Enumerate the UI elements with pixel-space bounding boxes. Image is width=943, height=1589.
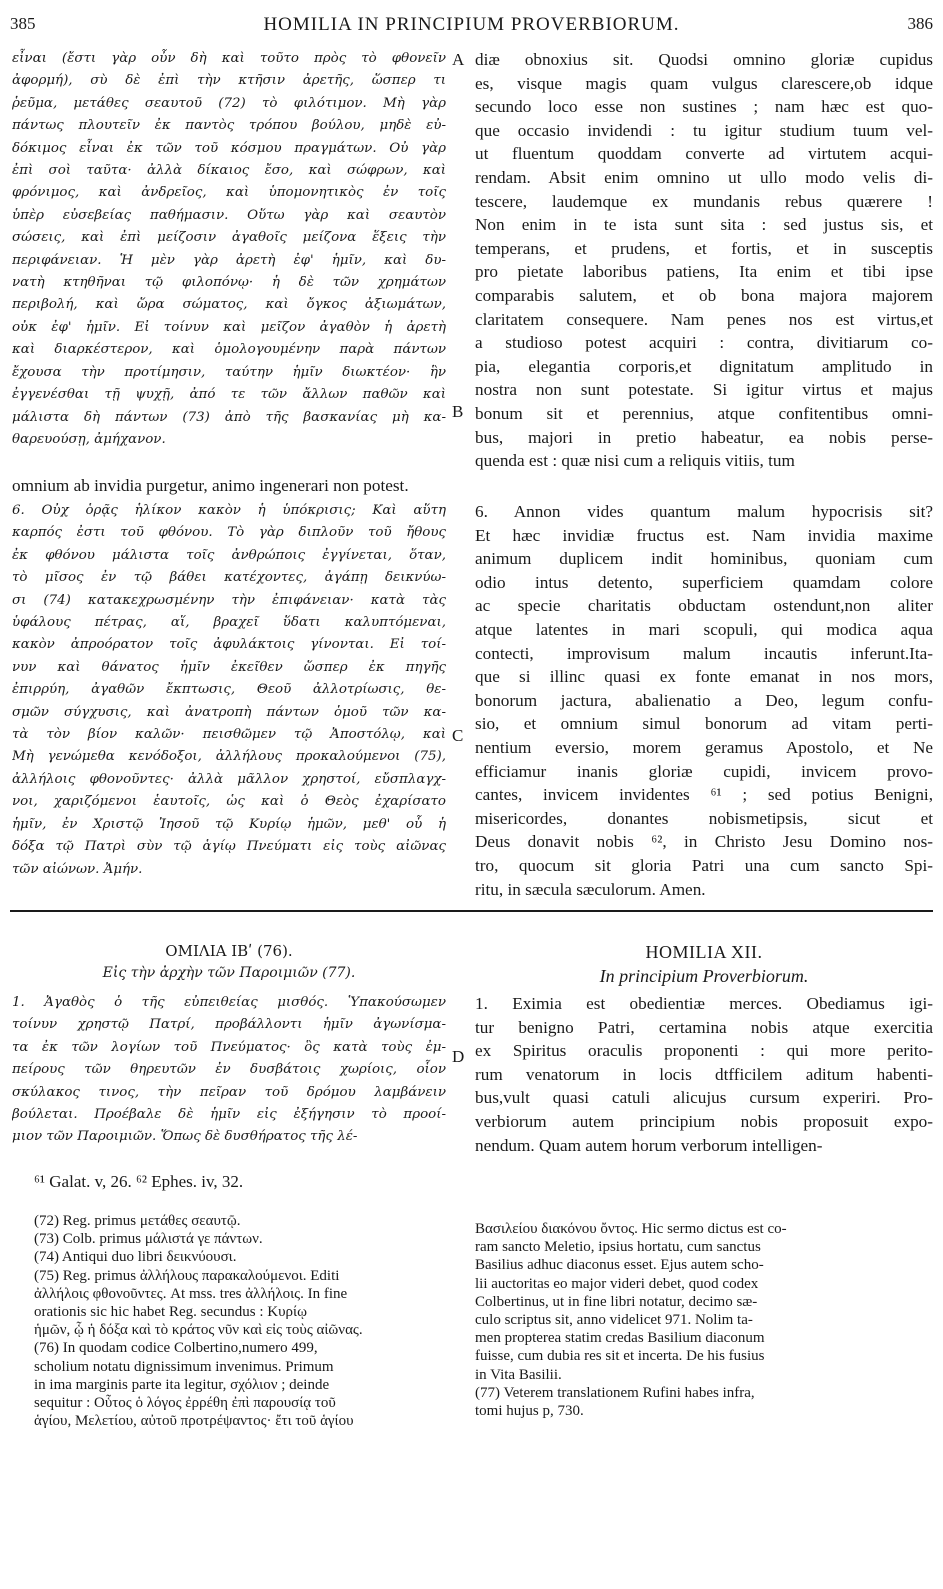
margin-letter-a: A bbox=[452, 50, 465, 69]
text-line: efficiamur inanis gloriæ cupidi, invicem provo- bbox=[475, 761, 933, 781]
text-line: tro, quocum sit gloria Patri una cum sancto Spi- bbox=[475, 855, 933, 875]
text-line: τὸ μῖσος ἐν τῷ βάθει κατέχοντες, ἀγάπῃ δεικνύω- bbox=[12, 570, 446, 586]
text-line: lii auctoritas eo major videri debet, quod codex bbox=[475, 1275, 759, 1292]
running-title: HOMILIA IN PRINCIPIUM PROVERBIORUM. bbox=[263, 14, 680, 35]
margin-letter-d: D bbox=[452, 1047, 465, 1066]
page-number-right: 386 bbox=[907, 14, 933, 33]
text-line: ἐπὶ σοὶ ταῦτα· ἀλλὰ δίκαιος ἔσο, καὶ σώφρων, καὶ bbox=[12, 163, 446, 179]
text-line: σμῶν σύγχυσις, καὶ ἀνατροπὴ πάντων ὁμοῦ τῶν κα- bbox=[12, 704, 446, 720]
text-line: νυν καὶ θάνατος ἡμῖν ἐκεῖθεν ὥσπερ ἐκ πηγῆς bbox=[12, 659, 446, 675]
text-line: βούλεται. Προέβαλε δὲ ἡμῖν εἰς ἐξήγησιν τὸ προοί- bbox=[12, 1107, 446, 1123]
text-line: verbiorum autem principium nobis proposuit expo- bbox=[475, 1111, 933, 1131]
text-line: 1. Eximia est obedientiæ merces. Obediamus igi- bbox=[475, 994, 933, 1013]
text-line: que si illinc quasi ex fonte emanat in nos mors, bbox=[475, 667, 933, 687]
text-line: ἀλλήλοις φθονοῦντες· ἀλλὰ μᾶλλον χρηστοί, εὔσπλαγχ- bbox=[12, 771, 446, 787]
latin-column-homily bbox=[475, 992, 933, 1157]
margin-letter-b: B bbox=[452, 402, 464, 421]
text-line: ἔχουσα τὴν προτίμησιν, ταύτην ἡμῖν διωκτέον· ἣν bbox=[12, 364, 446, 380]
greek-homily-title: ΟΜΙΛΙΑ ΙΒʹ (76). bbox=[165, 942, 293, 960]
text-line: quenda est : quæ nisi cum a reliquis vitiis, tum bbox=[475, 451, 795, 471]
text-line: πείρους τῶν θηρευτῶν ἐν δυσβάτοις χωρίοις, οἷον bbox=[12, 1062, 446, 1078]
text-line: atque latentes in mari scopuli, qui modica aqua bbox=[475, 619, 933, 639]
text-line: sio, et omnium simul bonorum ad vitam perti- bbox=[475, 714, 933, 734]
text-line: nendum. Quam autem horum verborum intelligen- bbox=[475, 1135, 823, 1155]
text-line: Non enim in te ista sunt sita : sed justus sis, et bbox=[475, 215, 933, 235]
text-line: 6. Οὐχ ὁρᾷς ἡλίκον κακὸν ἡ ὑπόκρισις; Καὶ αὕτη bbox=[12, 503, 446, 518]
text-line: fuisse, cum dubia res sit et incerta. De his fusius bbox=[475, 1348, 765, 1365]
text-line: misericordes, donantes nobismetipsis, sicut et bbox=[475, 808, 933, 828]
text-line: καὶ διαρκέστερον, καὶ ὁμολογουμένην παρὰ πάντων bbox=[12, 342, 446, 358]
text-line: nostra non sunt potestate. Si igitur virtus et majus bbox=[475, 380, 933, 400]
greek-column-top bbox=[12, 48, 446, 451]
text-line: in ima marginis parte ita legitur, σχόλιον ; deinde bbox=[34, 1376, 330, 1393]
margin-letter-c: C bbox=[452, 726, 464, 745]
text-line: in Vita Basilii. bbox=[475, 1366, 562, 1383]
text-line: scholium notatu dignissimum invenimus. Primum bbox=[34, 1358, 334, 1375]
text-line: tur benigno Patri, certamina nobis atque exercitia bbox=[475, 1017, 933, 1037]
text-line: contecti, improvisum malum incautis inferunt.Ita- bbox=[475, 643, 933, 663]
text-line: men propterea statim credas Basilium diaconum bbox=[475, 1330, 765, 1347]
text-line: tomi hujus p, 730. bbox=[475, 1403, 584, 1420]
text-line: σκύλακος τινος, τὴν πεῖραν τοῦ δρόμου λαμβάνειν bbox=[12, 1084, 446, 1100]
text-line: temperans, et prudens, et fortis, et in susceptis bbox=[475, 238, 933, 258]
text-line: (74) Antiqui duo libri δεικνύουσι. bbox=[34, 1249, 237, 1266]
latin-column-top bbox=[475, 48, 933, 473]
text-line: δόκιμος εἶναι ἐκ τῶν τοῦ κόσμου πραγμάτων. Οὐ γὰρ bbox=[12, 140, 446, 156]
text-line: Βασιλείου διακόνου ὄντος. Hic sermo dictus est co- bbox=[475, 1221, 787, 1237]
text-line: τα ἐκ τῶν λογίων τοῦ Πνεύματος· ὃς κατὰ τοὺς ἐμ- bbox=[12, 1039, 446, 1055]
text-line: ritu, in sæcula sæculorum. Amen. bbox=[475, 879, 706, 899]
text-line: culo scriptus sit, anno videlicet 971. Nolim ta- bbox=[475, 1312, 753, 1329]
text-line: comparabis salutem, et ob bona majora majorem bbox=[475, 285, 933, 305]
text-line: ἀλλήλοις φθονοῦντες. At mss. tres ἀλλήλοις. In fine bbox=[34, 1285, 348, 1302]
text-line: ὑφάλους πέτρας, αἵ, βραχεῖ ὕδατι καλυπτόμεναι, bbox=[12, 615, 446, 631]
text-line: ὑπὲρ εὐσεβείας παθήμασιν. Οὕτω γὰρ καὶ σεαυτὸν bbox=[12, 207, 446, 223]
text-line: orationis sic hic habet Reg. secundus : Κυρίῳ bbox=[34, 1304, 307, 1321]
running-header bbox=[10, 14, 933, 40]
text-line: ἐγγενέσθαι τῇ ψυχῇ, ἀπό τε τῶν ἄλλων παθῶν καὶ bbox=[12, 387, 446, 403]
latin-homily-subtitle: In principium Proverbiorum. bbox=[599, 966, 809, 986]
text-line: 6. Annon vides quantum malum hypocrisis sit? bbox=[475, 502, 933, 521]
greek-homily-subtitle: Εἰς τὴν ἀρχὴν τῶν Παροιμιῶν (77). bbox=[102, 965, 356, 981]
text-line: μιον τῶν Παροιμιῶν. Ὅπως δὲ δυσθήρατος τῆς λέ- bbox=[12, 1129, 358, 1145]
text-line: Basilius adhuc diaconus esset. Ejus autem scho- bbox=[475, 1257, 764, 1274]
text-line: τῶν αἰώνων. Ἀμήν. bbox=[12, 861, 143, 877]
text-line: ἐπιρρύη, ἀγαθῶν ἔκπτωσις, Θεοῦ ἀλλοτρίωσις, θε- bbox=[12, 682, 446, 698]
text-line: Et hæc invidiæ fructus est. Nam invidia maxime bbox=[475, 525, 933, 545]
latin-column-section-6 bbox=[475, 500, 933, 901]
text-line: κακὸν ἀπροόρατον τοῖς ἀφυλάκτοις γίνονται. Εἰ τοί- bbox=[12, 637, 446, 653]
text-line: Colbertinus, ut in fine libri notatur, decimo sæ- bbox=[475, 1293, 758, 1310]
text-line: νοι, χαριζόμενοι ἑαυτοῖς, ὡς καὶ ὁ Θεὸς ἐχαρίσατο bbox=[12, 794, 446, 810]
text-line: πάντως πλουτεῖν ἐκ παντὸς τρόπου βούλου, μηδὲ εὐ- bbox=[12, 118, 446, 134]
text-line: rum venatorum in locis dtfficilem aditum habenti- bbox=[475, 1064, 933, 1084]
text-line: θαρευούσῃ, ἀμήχανον. bbox=[12, 431, 166, 447]
text-line: (73) Colb. primus μάλιστά γε πάντων. bbox=[34, 1231, 263, 1248]
text-line: εἶναι (ἔστι γὰρ οὖν δὴ καὶ τοῦτο πρὸς τὸ φθονεῖν bbox=[12, 51, 446, 66]
text-line: secundo loco esse non sustines ; nam hæc est quo- bbox=[475, 97, 933, 117]
text-line: οὐκ ἐφ' ἡμῖν. Εἰ τοίνυν καὶ μεῖζον ἀγαθὸν ἡ ἀρετὴ bbox=[12, 319, 446, 335]
text-line: a studioso potest acquiri : contra, divitiarum co- bbox=[475, 333, 933, 353]
text-line: odio intus detento, superficiem quamdam colore bbox=[475, 572, 933, 592]
text-line: bonum sit et perennius, atque confitentibus omni- bbox=[475, 403, 933, 423]
text-line: τοίνυν χρηστῷ Πατρί, προβάλλοντι ἡμῖν ἀγωνίσμα- bbox=[12, 1017, 446, 1033]
text-line: diæ obnoxius sit. Quodsi omnino gloriæ cupidus bbox=[475, 50, 933, 69]
text-line: καρπός ἐστι τοῦ φθόνου. Τὸ γὰρ διπλοῦν τοῦ ἤθους bbox=[12, 525, 446, 541]
text-line: pro pietate laboribus patiens, Ita enim et tibi ipse bbox=[475, 262, 933, 282]
greek-column-section-6 bbox=[12, 500, 446, 881]
text-line: ἡμῖν, ἐν Χριστῷ Ἰησοῦ τῷ Κυρίῳ ἡμῶν, μεθ' οὗ ἡ bbox=[12, 816, 446, 832]
text-line: ῥεῦμα, μετάθες σεαυτοῦ (72) τὸ φιλότιμον. Μὴ γὰρ bbox=[12, 95, 446, 111]
text-line: (75) Reg. primus ἀλλήλους παρακαλούμενοι. Editi bbox=[34, 1267, 340, 1284]
text-line: τὰ τὸν βίον καλῶν· πεισθῶμεν τῷ Ἀποστόλῳ, καὶ bbox=[12, 727, 446, 743]
text-line: claritatem consequere. Nam penes nos est virtus,et bbox=[475, 309, 933, 329]
text-line: σώσεις, καὶ ἐπὶ μείζοσιν ἀγαθοῖς μείζονα ἕξεις τὴν bbox=[12, 230, 446, 246]
text-line: cantes, invicem invidentes ⁶¹ ; sed potius Benigni, bbox=[475, 785, 933, 805]
text-line: ut fluentum quoddam converte ad virtutem acqui- bbox=[475, 144, 933, 164]
notes-right-column bbox=[475, 1220, 915, 1420]
text-line: ἁγίου, Μελετίου, αὐτοῦ προτρέψαντος· ἔτι τοῦ ἁγίου bbox=[34, 1413, 354, 1430]
greek-homily-heading bbox=[12, 940, 446, 984]
text-line: (76) In quodam codice Colbertino,numero 499, bbox=[34, 1340, 318, 1357]
text-line: ac specie charitatis obductam ostendunt,non aliter bbox=[475, 596, 933, 616]
text-line: pia, elegantia corporis,et dignitatum amplitudo in bbox=[475, 356, 933, 376]
text-line: νατὴ κτηθῆναι τῷ φιλοπόνῳ· ἡ δὲ τῶν χρημάτων bbox=[12, 275, 446, 291]
section-divider bbox=[10, 910, 933, 912]
text-line: ἡμῶν, ᾧ ἡ δόξα καὶ τὸ κράτος νῦν καὶ εἰς τοὺς αἰῶνας. bbox=[34, 1322, 363, 1339]
text-line: Μὴ γενώμεθα κενόδοξοι, ἀλλήλους προκαλούμενοι (75), bbox=[12, 749, 446, 765]
text-line: bus,vult quasi catuli alicujus cursum experiri. Pro- bbox=[475, 1088, 933, 1108]
greek-column-homily bbox=[12, 992, 446, 1149]
text-line: Deus donavit nobis ⁶², in Christo Jesu Domino nos- bbox=[475, 832, 933, 852]
latin-spanning-line bbox=[12, 474, 933, 498]
text-line: φρόνιμος, καὶ ἀνδρεῖος, καὶ ὑπομονητικὸς ἐν τοῖς bbox=[12, 185, 446, 201]
text-line: que occasio invidendi : tu igitur studium tuum vel- bbox=[475, 120, 933, 140]
text-line: περιφάνειαν. Ἡ μὲν γὰρ ἀρετὴ ἐφ' ἡμῖν, καὶ δυ- bbox=[12, 252, 446, 268]
text-line: σι (74) κατακεχρωσμένην τὴν ἐπιφάνειαν· κατὰ τὰς bbox=[12, 592, 446, 608]
text-line: περιβολή, καὶ ὥρα σώματος, καὶ ὄγκος ἀξιωμάτων, bbox=[12, 297, 446, 313]
text-line: ex Spiritus oraculis proponenti : qui more perito- bbox=[475, 1041, 933, 1061]
page-number-left: 385 bbox=[10, 14, 36, 33]
text-line: ram sancto Meletio, ipsius hortatu, cum sanctus bbox=[475, 1239, 761, 1256]
scripture-references: ⁶¹ Galat. v, 26. ⁶² Ephes. iv, 32. bbox=[34, 1172, 244, 1191]
text-line: bonorum jactura, abalienatio a Deo, legum confu- bbox=[475, 690, 933, 710]
text-line: ἀφορμή), σὺ δὲ ἐπὶ τὴν κτῆσιν ἀρετῆς, ὥσπερ τι bbox=[12, 73, 446, 89]
text-line: ἐκ φθόνου μάλιστα τοῖς ἀνθρώποις ἐγγίνεται, ὅταν, bbox=[12, 547, 446, 563]
text-line: (77) Veterem translationem Rufini habes infra, bbox=[475, 1384, 755, 1401]
text-line: es, visque magis quam vulgus clarescere,ob idque bbox=[475, 73, 933, 93]
text-line: sequitur : Οὗτος ὁ λόγος ἐρρέθη ἐπὶ παρουσίᾳ τοῦ bbox=[34, 1395, 336, 1412]
text-line: tescere, laudemque ex mundanis rebus quærere ! bbox=[475, 191, 933, 211]
latin-text-line: omnium ab invidia purgetur, animo ingenerari non potest. bbox=[12, 476, 409, 495]
text-line: (72) Reg. primus μετάθες σεαυτῷ. bbox=[34, 1213, 241, 1229]
notes-left-column bbox=[34, 1212, 446, 1430]
text-line: nentium eversio, morem geramus Apostolo, et Ne bbox=[475, 737, 933, 757]
latin-homily-heading bbox=[475, 940, 933, 988]
text-line: animum duplicem indit hominibus, quoniam cum bbox=[475, 549, 933, 569]
text-line: rendam. Absit enim omnino ut ullo modo velis di- bbox=[475, 167, 933, 187]
text-line: bus, majori in pretio habeatur, ea nobis perse- bbox=[475, 427, 933, 447]
latin-homily-title: HOMILIA XII. bbox=[645, 942, 763, 962]
text-line: δόξα τῷ Πατρὶ σὺν τῷ ἁγίῳ Πνεύματι εἰς τοὺς αἰῶνας bbox=[12, 839, 446, 855]
text-line: μάλιστα δὴ πάντων (73) ἀπὸ τῆς βασκανίας μὴ κα- bbox=[12, 409, 446, 425]
text-line: 1. Ἀγαθὸς ὁ τῆς εὐπειθείας μισθός. Ὑπακούσωμεν bbox=[12, 995, 446, 1010]
